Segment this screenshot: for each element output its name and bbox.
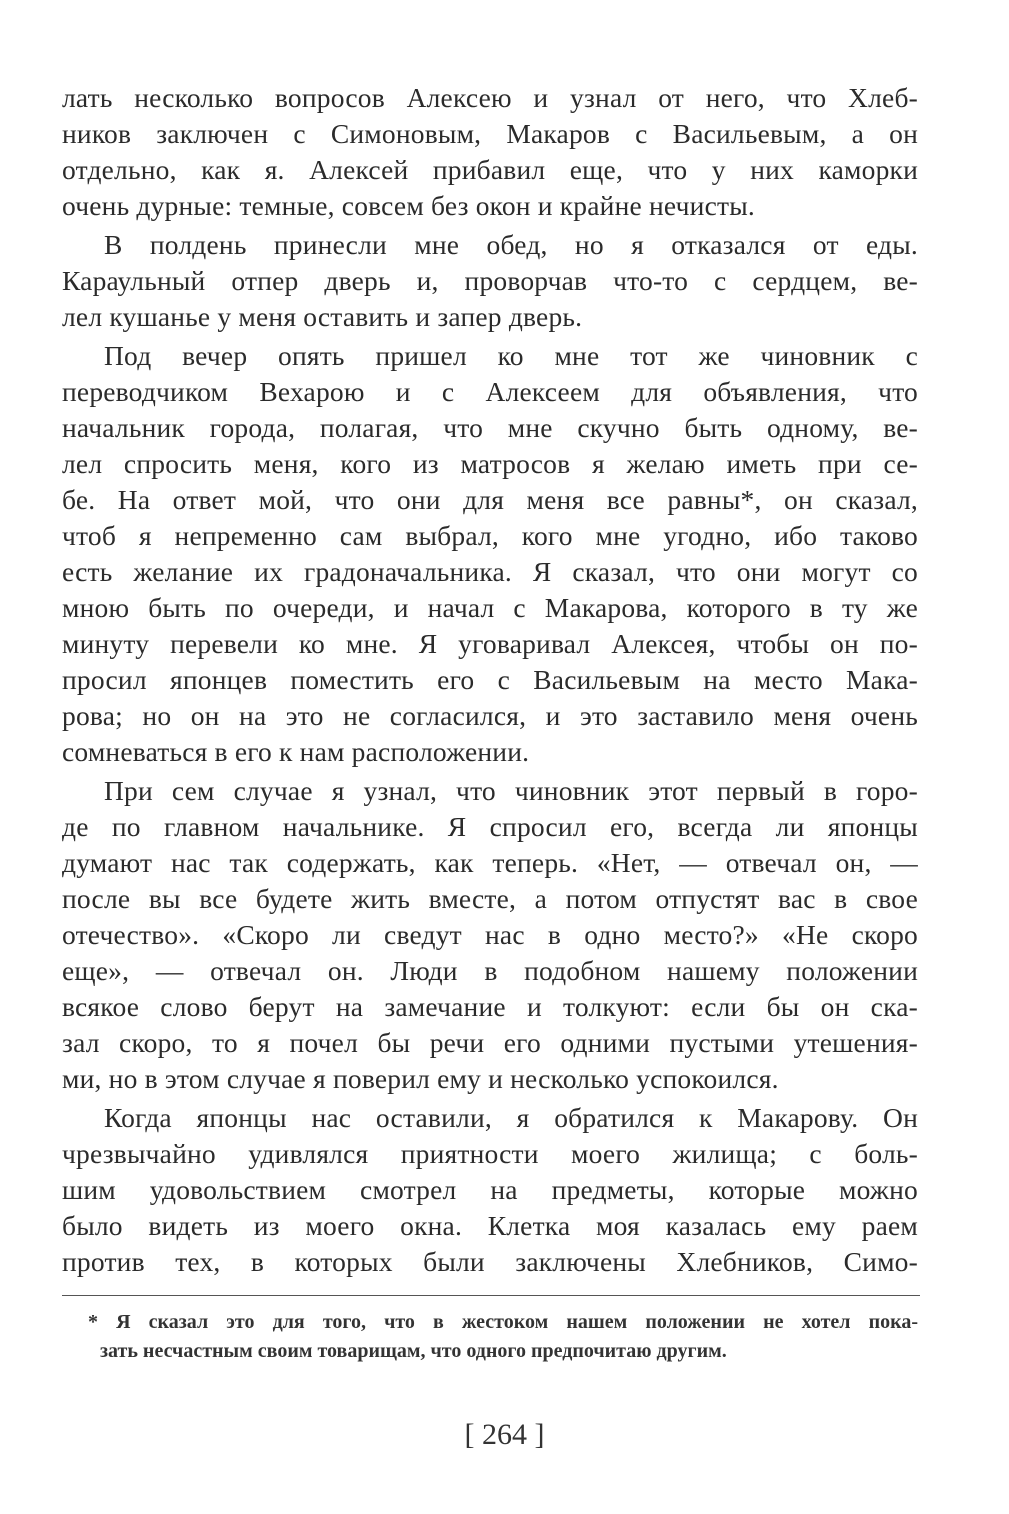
paragraph — [62, 227, 918, 335]
text-line: есть желание их градоначальника. Я сказал, что они могут со — [62, 556, 918, 587]
text-line: чрезвычайно удивлялся приятности моего жилища; с боль- — [62, 1138, 918, 1169]
text-line: шим удовольствием смотрел на предметы, которые можно — [62, 1174, 918, 1205]
text-line: лел спросить меня, кого из матросов я желаю иметь при се- — [62, 448, 918, 479]
text-line: Караульный отпер дверь и, проворчав что-то с сердцем, ве- — [62, 265, 918, 296]
text-line: всякое слово берут на замечание и толкуют: если бы он ска- — [62, 991, 918, 1022]
text-line: Когда японцы нас оставили, я обратился к Макарову. Он — [104, 1102, 918, 1133]
text-line: ников заключен с Симоновым, Макаров с Васильевым, а он — [62, 118, 918, 149]
text-line: лать несколько вопросов Алексею и узнал от него, что Хлеб- — [62, 82, 918, 113]
body-text — [62, 80, 918, 1283]
text-line: бе. На ответ мой, что они для меня все равны*, он сказал, — [62, 484, 918, 515]
text-line: де по главном начальнике. Я спросил его, всегда ли японцы — [62, 811, 918, 842]
text-line: ми, но в этом случае я поверил ему и несколько успокоился. — [62, 1063, 779, 1094]
text-line: очень дурные: темные, совсем без окон и крайне нечисты. — [62, 190, 755, 221]
text-line: зал скоро, то я почел бы речи его одними пустыми утешения- — [62, 1027, 918, 1058]
footnote-line: * Я сказал это для того, что в жестоком нашем положении не хотел пока- — [88, 1311, 918, 1333]
text-line: сомневаться в его к нам расположении. — [62, 736, 530, 767]
paragraph — [62, 773, 918, 1097]
text-line: просил японцев поместить его с Васильевым на место Мака- — [62, 664, 918, 695]
text-line: мною быть по очереди, и начал с Макарова, которого в ту же — [62, 592, 918, 623]
text-line: еще», — отвечал он. Люди в подобном нашему положении — [62, 955, 918, 986]
paragraph — [62, 1100, 918, 1280]
text-line: переводчиком Вехарою и с Алексеем для объявления, что — [62, 376, 918, 407]
text-line: чтоб я непременно сам выбрал, кого мне угодно, ибо таково — [62, 520, 918, 551]
text-line: было видеть из моего окна. Клетка моя казалась ему раем — [62, 1210, 918, 1241]
footnote-line: зать несчастным своим товарищам, что одного предпочитаю другим. — [100, 1340, 727, 1362]
footnote-divider — [62, 1295, 920, 1296]
text-line: начальник города, полагая, что мне скучно быть одному, ве- — [62, 412, 918, 443]
paragraph — [62, 80, 918, 224]
text-line: после вы все будете жить вместе, а потом отпустят вас в свое — [62, 883, 918, 914]
paragraph — [62, 338, 918, 770]
text-line: В полдень принесли мне обед, но я отказался от еды. — [104, 229, 918, 260]
text-line: рова; но он на это не согласился, и это заставило меня очень — [62, 700, 918, 731]
text-line: против тех, в которых были заключены Хлебников, Симо- — [62, 1246, 918, 1277]
text-line: отечество». «Скоро ли сведут нас в одно место?» «Не скоро — [62, 919, 918, 950]
text-line: отдельно, как я. Алексей прибавил еще, что у них каморки — [62, 154, 918, 185]
text-line: думают нас так содержать, как теперь. «Нет, — отвечал он, — — [62, 847, 918, 878]
text-line: минуту перевели ко мне. Я уговаривал Алексея, чтобы он по- — [62, 628, 918, 659]
text-line: лел кушанье у меня оставить и запер дверь. — [62, 301, 583, 332]
footnote — [88, 1308, 918, 1366]
text-line: Под вечер опять пришел ко мне тот же чиновник с — [104, 340, 918, 371]
text-line: При сем случае я узнал, что чиновник этот первый в горо- — [104, 775, 918, 806]
page-number: [ 264 ] — [464, 1418, 545, 1451]
